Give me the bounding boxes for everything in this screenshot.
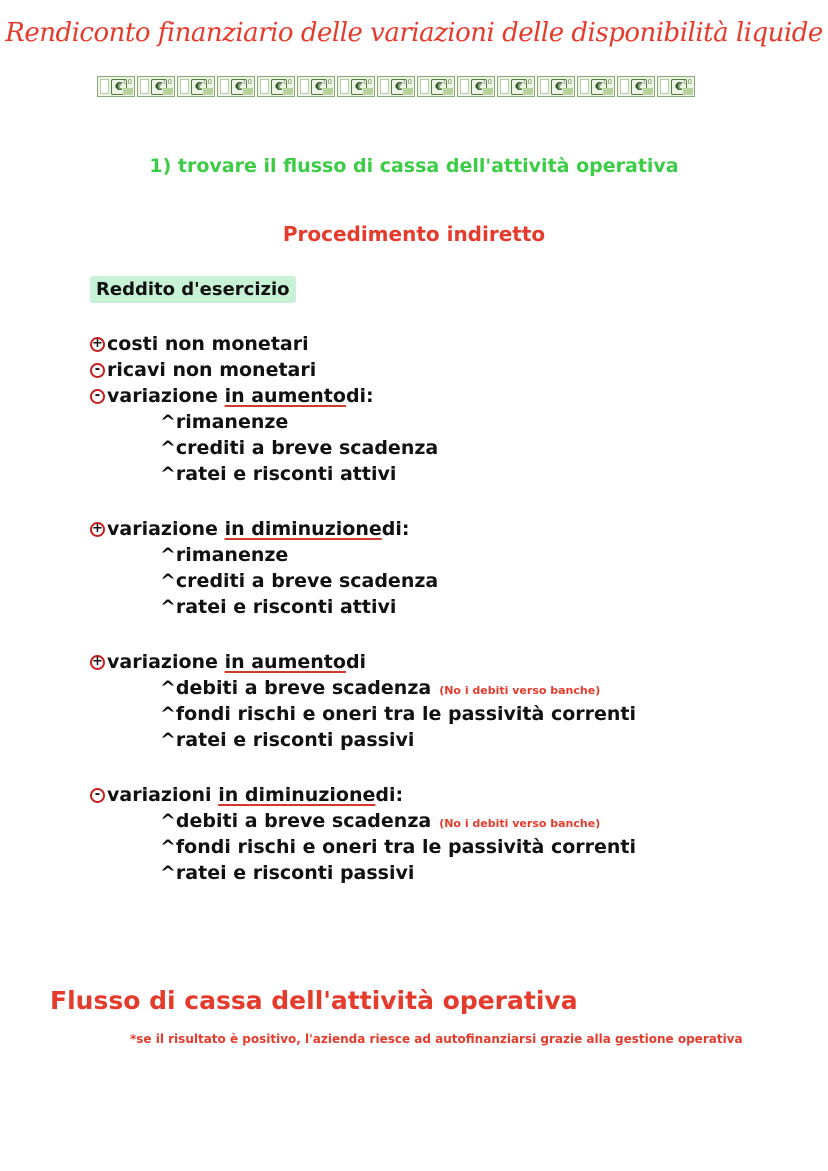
sub-item: ^debiti a breve scadenza <box>160 810 432 832</box>
euro-banknote-icon: € 00 <box>217 76 255 97</box>
banknote-decoration <box>97 76 695 97</box>
group-prefix: variazione <box>107 651 218 673</box>
euro-banknote-icon: € 00 <box>137 76 175 97</box>
sub-item: ^fondi rischi e oneri tra le passività correnti <box>160 703 637 725</box>
item-text: costi non monetari <box>107 333 309 355</box>
sub-item: ^ratei e risconti passivi <box>160 862 415 884</box>
sub-item: ^ratei e risconti attivi <box>160 463 397 485</box>
item-ricavi-non-monetari <box>90 359 316 381</box>
euro-banknote-icon: € 00 <box>97 76 135 97</box>
item-text: ricavi non monetari <box>107 359 317 381</box>
euro-banknote-icon: € 00 <box>177 76 215 97</box>
plus-sign-icon: + <box>90 337 105 352</box>
minus-sign-icon: - <box>90 363 105 378</box>
euro-banknote-icon: € 00 <box>297 76 335 97</box>
euro-banknote-icon: € 00 <box>497 76 535 97</box>
reddito-label: Reddito d'esercizio <box>90 276 296 303</box>
sub-item: ^fondi rischi e oneri tra le passività correnti <box>160 836 637 858</box>
sub-item: ^rimanenze <box>160 411 289 433</box>
euro-banknote-icon: € 00 <box>577 76 615 97</box>
sub-item: ^crediti a breve scadenza <box>160 570 439 592</box>
page-title: Rendiconto finanziario delle variazioni delle disponibilità liquide <box>5 18 823 48</box>
plus-sign-icon: + <box>90 522 105 537</box>
banks-note: (No i debiti verso banche) <box>439 684 601 697</box>
euro-banknote-icon: € 00 <box>257 76 295 97</box>
sub-item-with-note <box>160 677 600 699</box>
group-diminuzione-attivi <box>90 518 409 540</box>
sub-item: ^ratei e risconti attivi <box>160 596 397 618</box>
group-prefix: variazione <box>107 518 218 540</box>
euro-banknote-icon: € 00 <box>377 76 415 97</box>
sub-item: ^crediti a breve scadenza <box>160 437 439 459</box>
group-aumento-attivi <box>90 385 374 407</box>
group-suffix: di: <box>375 784 404 806</box>
group-prefix: variazioni <box>107 784 212 806</box>
euro-banknote-icon: € 00 <box>617 76 655 97</box>
plus-sign-icon: + <box>90 655 105 670</box>
sub-item: ^ratei e risconti passivi <box>160 729 415 751</box>
group-underlined: in aumento <box>224 385 346 407</box>
euro-banknote-icon: € 00 <box>417 76 455 97</box>
group-suffix: di: <box>345 385 374 407</box>
sub-item: ^rimanenze <box>160 544 289 566</box>
footer-note: *se il risultato è positivo, l'azienda riesce ad autofinanziarsi grazie alla gestione operativa <box>130 1032 743 1046</box>
group-suffix: di: <box>381 518 410 540</box>
euro-banknote-icon: € 00 <box>657 76 695 97</box>
group-diminuzione-passivi <box>90 784 403 806</box>
sub-item-with-note <box>160 810 600 832</box>
footer-title: Flusso di cassa dell'attività operativa <box>50 986 578 1015</box>
euro-banknote-icon: € 00 <box>337 76 375 97</box>
item-costi-non-monetari <box>90 333 309 355</box>
method-heading: Procedimento indiretto <box>282 222 546 246</box>
group-aumento-passivi <box>90 651 366 673</box>
group-prefix: variazione <box>107 385 218 407</box>
step-heading: 1) trovare il flusso di cassa dell'attività operativa <box>149 155 679 177</box>
euro-banknote-icon: € 00 <box>537 76 575 97</box>
group-underlined: in diminuzione <box>224 518 382 540</box>
group-underlined: in diminuzione <box>218 784 376 806</box>
minus-sign-icon: - <box>90 389 105 404</box>
group-suffix: di <box>345 651 367 673</box>
minus-sign-icon: - <box>90 788 105 803</box>
banks-note: (No i debiti verso banche) <box>439 817 601 830</box>
euro-banknote-icon: € 00 <box>457 76 495 97</box>
group-underlined: in aumento <box>224 651 346 673</box>
sub-item: ^debiti a breve scadenza <box>160 677 432 699</box>
